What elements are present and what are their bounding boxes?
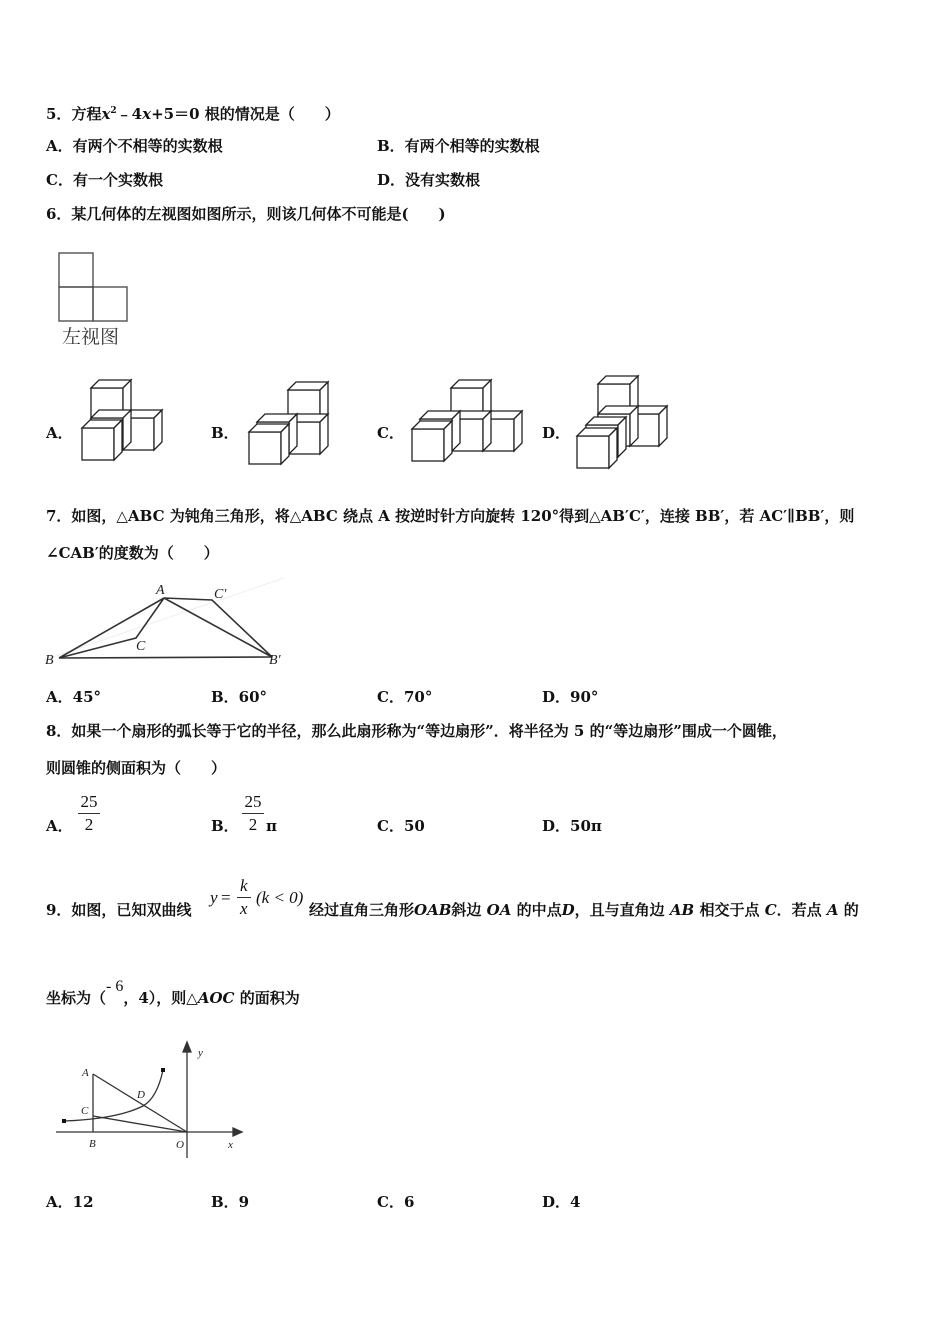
fraction-bar — [237, 897, 251, 898]
q5-stem — [46, 101, 340, 124]
q7-label-c: C — [136, 639, 146, 654]
q5-stem-pre: 方程 — [71, 105, 102, 123]
q9-text-e: 相交于点 — [699, 901, 760, 919]
curve-end-left — [62, 1119, 66, 1123]
q7-option-d[interactable]: D．90° — [542, 688, 599, 706]
q9-eq-y: y — [210, 888, 218, 907]
q9-stem-rest — [309, 900, 859, 920]
q9-text-g: 的 — [843, 901, 859, 919]
q9-option-b[interactable]: B．9 — [211, 1193, 250, 1211]
q6-stem: 6．某几何体的左视图如图所示，则该几何体不可能是( ) — [46, 205, 446, 223]
q8-option-d[interactable]: D．50π — [542, 817, 602, 835]
q5-option-b[interactable]: B．有两个相等的实数根 — [377, 137, 540, 155]
q8-option-a-fraction[interactable] — [78, 792, 100, 835]
q9-var-ab: AB — [669, 901, 695, 919]
q6-option-c-figure[interactable] — [411, 380, 531, 465]
q9-hyperbola-figure — [52, 1040, 252, 1160]
q9-label-x: x — [228, 1139, 233, 1151]
q9-line2-pre: 坐标为（ — [46, 989, 107, 1007]
q7-option-b[interactable]: B．60° — [211, 688, 268, 706]
curve-end-right — [161, 1068, 165, 1072]
q5-stem-post: +5＝0 根的情况是（ ） — [151, 105, 340, 123]
q9-equation — [208, 877, 308, 923]
q9-var-aoc: AOC — [197, 989, 235, 1007]
q9-label-o: O — [176, 1139, 184, 1151]
q8-option-a-letter[interactable]: A． — [46, 817, 73, 835]
q7-label-a: A — [156, 583, 165, 598]
q7-option-a[interactable]: A．45° — [46, 688, 102, 706]
q8-option-a-numerator: 25 — [80, 792, 98, 811]
q9-label-y: y — [198, 1047, 203, 1059]
q5-option-c[interactable]: C．有一个实数根 — [46, 171, 163, 189]
q9-var-oab: OAB — [414, 901, 452, 919]
q9-text-a: 经过直角三角形 — [309, 901, 415, 919]
left-view-caption: 左视图 — [62, 326, 120, 348]
fraction-bar — [78, 813, 100, 814]
q9-stem-line2 — [46, 978, 300, 1009]
q8-option-b-letter[interactable]: B． — [211, 817, 239, 835]
q9-line2-post: 的面积为 — [239, 989, 300, 1007]
left-view-figure — [58, 252, 130, 324]
q9-text-b: 斜边 — [451, 901, 482, 919]
q8-stem-line2: 则圆锥的侧面积为（ ） — [46, 759, 227, 777]
q8-stem-line1: 8．如果一个扇形的弧长等于它的半径，那么此扇形称为“等边扇形”．将半径为 5 的“等边扇形”围成一个圆锥， — [46, 722, 787, 740]
q5-var-x2: x — [142, 105, 152, 123]
q9-text-f: ．若点 — [776, 901, 822, 919]
q7-stem-line1: 7．如图，△ABC 为钝角三角形，将△ABC 绕点 A 按逆时针方向旋转 120°得到△AB′C′，连接 BB′，若 AC′∥BB′，则 — [46, 507, 855, 525]
q6-option-a-figure[interactable] — [80, 380, 170, 465]
q5-var-x: x — [101, 105, 111, 123]
q9-option-a[interactable]: A．12 — [46, 1193, 94, 1211]
q8-option-c[interactable]: C．50 — [377, 817, 425, 835]
q9-var-d: D — [561, 901, 575, 919]
q9-eq-equals: = — [221, 888, 231, 907]
q9-option-d[interactable]: D．4 — [542, 1193, 581, 1211]
q9-var-a: A — [826, 901, 839, 919]
q8-option-a-denominator: 2 — [84, 815, 94, 834]
q9-text-d: ，且与直角边 — [574, 901, 665, 919]
q5-option-d[interactable]: D．没有实数根 — [377, 171, 481, 189]
q9-eq-condition: (k < 0) — [256, 888, 304, 907]
q9-label-c: C — [81, 1105, 89, 1117]
q5-option-a[interactable]: A．有两个不相等的实数根 — [46, 137, 223, 155]
q9-stem-prefix: 9．如图，已知双曲线 — [46, 901, 192, 919]
q7-label-bprime: B′ — [269, 653, 281, 668]
q8-option-b-denominator: 2 — [248, 815, 258, 834]
q5-exponent: 2 — [110, 106, 117, 116]
q6-option-a-letter[interactable]: A． — [46, 424, 73, 442]
fraction-bar — [242, 813, 264, 814]
q5-number-and-prefix: 5． — [46, 105, 72, 123]
q9-label-b: B — [89, 1138, 96, 1150]
q6-option-b-letter[interactable]: B． — [211, 424, 239, 442]
q8-option-b-numerator: 25 — [244, 792, 262, 811]
q6-option-d-letter[interactable]: D． — [542, 424, 571, 442]
q9-neg-six: - 6 — [106, 978, 124, 995]
q6-option-d-figure[interactable] — [576, 376, 676, 471]
q9-text-c: 的中点 — [516, 901, 562, 919]
q9-var-c: C — [764, 901, 777, 919]
q7-label-cprime: C′ — [214, 587, 227, 602]
q7-label-b: B — [45, 653, 54, 668]
q7-stem-line2: ∠CAB′的度数为（ ） — [46, 544, 219, 562]
q9-line2-mid: ，4），则△ — [123, 989, 198, 1007]
q6-option-b-figure[interactable] — [248, 382, 338, 467]
q9-label-a: A — [82, 1067, 89, 1079]
q9-eq-k: k — [240, 876, 248, 895]
q7-option-c[interactable]: C．70° — [377, 688, 433, 706]
q9-option-c[interactable]: C．6 — [377, 1193, 415, 1211]
q5-stem-mid: ﹣4 — [116, 105, 143, 123]
q6-option-c-letter[interactable]: C． — [377, 424, 404, 442]
q9-var-oa: OA — [486, 901, 512, 919]
q8-option-b-fraction[interactable] — [242, 792, 264, 835]
q8-option-b-pi: π — [266, 817, 277, 835]
q7-triangle-figure — [44, 578, 294, 678]
q9-label-d: D — [137, 1089, 145, 1101]
q9-eq-x: x — [240, 899, 248, 918]
